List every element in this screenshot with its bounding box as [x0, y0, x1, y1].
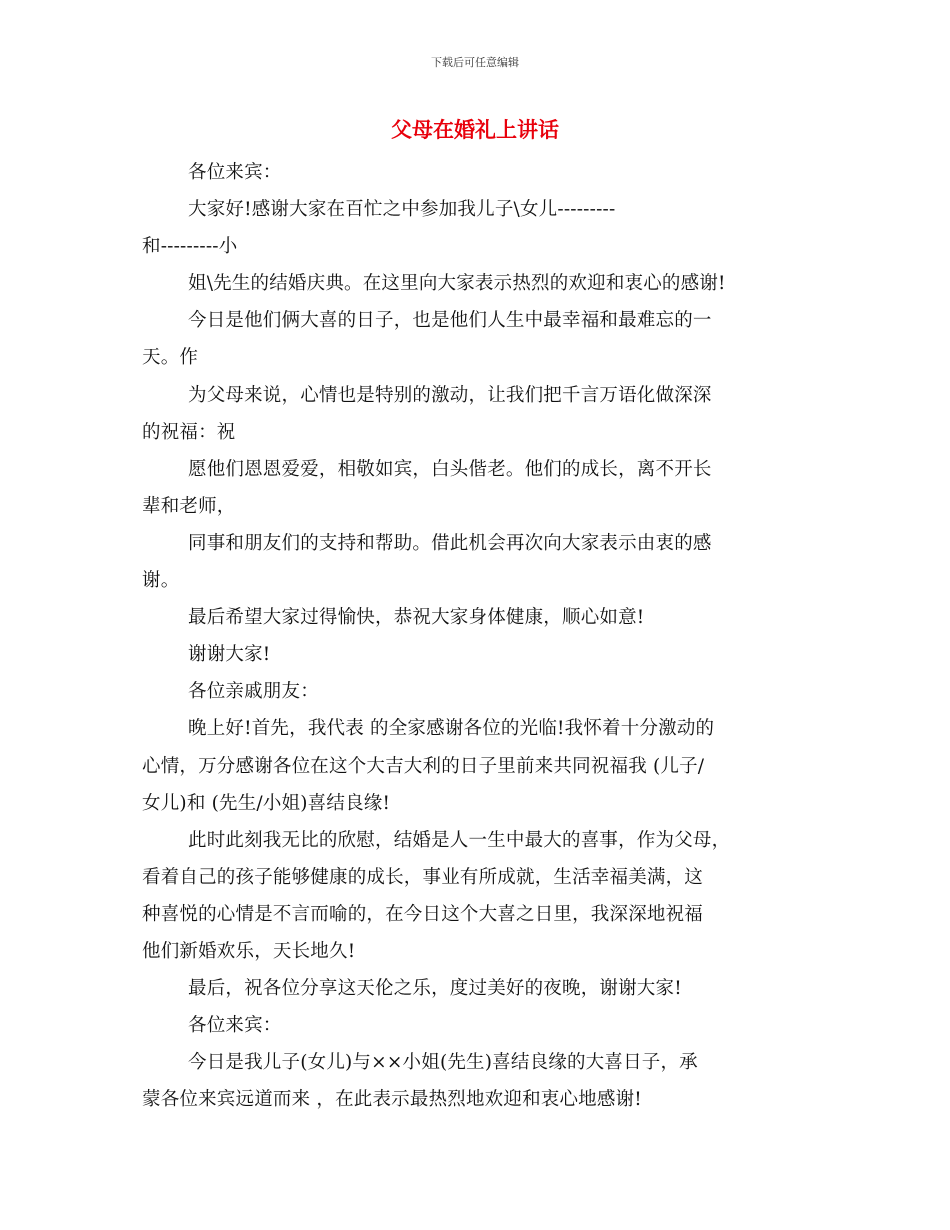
paragraph-line: 为父母来说，心情也是特别的激动，让我们把千言万语化做深深	[188, 384, 712, 406]
document-title: 父母在婚礼上讲话	[391, 118, 559, 142]
paragraph-line: 各位来宾：	[188, 1015, 282, 1037]
paragraph-line: 今日是我儿子(女儿)与××小姐(先生)喜结良缘的大喜日子，承	[188, 1052, 698, 1074]
paragraph-line: 和---------小	[142, 236, 238, 258]
paragraph-line: 今日是他们俩大喜的日子，也是他们人生中最幸福和最难忘的一	[188, 310, 712, 332]
paragraph-line: 姐\先生的结婚庆典。在这里向大家表示热烈的欢迎和衷心的感谢!	[188, 273, 726, 295]
paragraph-line: 各位来宾：	[188, 162, 282, 183]
document-body	[142, 154, 822, 1118]
paragraph-line: 天。作	[142, 347, 199, 369]
page-header: 下载后可任意编辑	[431, 56, 519, 69]
paragraph-line: 谢。	[142, 570, 180, 592]
paragraph-line: 心情，万分感谢各位在这个大吉大利的日子里前来共同祝福我 (儿子/	[142, 755, 705, 777]
paragraph-line: 的祝福：祝	[142, 421, 236, 443]
paragraph-line: 最后希望大家过得愉快，恭祝大家身体健康，顺心如意!	[188, 607, 645, 629]
paragraph-line: 最后，祝各位分享这天伦之乐，度过美好的夜晚，谢谢大家!	[188, 978, 682, 1000]
paragraph-line: 同事和朋友们的支持和帮助。借此机会再次向大家表示由衷的感	[188, 532, 712, 554]
paragraph-line: 辈和老师，	[142, 495, 236, 517]
paragraph-line: 种喜悦的心情是不言而喻的，在今日这个大喜之日里，我深深地祝福	[142, 903, 704, 925]
paragraph-line: 蒙各位来宾远道而来 ，在此表示最热烈地欢迎和衷心地感谢!	[142, 1089, 642, 1111]
paragraph-line: 愿他们恩恩爱爱，相敬如宾，白头偕老。他们的成长，离不开长	[188, 458, 712, 480]
paragraph-line: 晚上好!首先，我代表 的全家感谢各位的光临!我怀着十分激动的	[188, 718, 715, 740]
paragraph-line: 此时此刻我无比的欣慰，结婚是人一生中最大的喜事，作为父母，	[188, 829, 731, 851]
paragraph-line: 各位亲戚朋友：	[188, 681, 319, 703]
paragraph-line: 女儿)和 (先生/小姐)喜结良缘!	[142, 792, 391, 814]
paragraph-line: 大家好!感谢大家在百忙之中参加我儿子\女儿---------	[188, 199, 616, 221]
paragraph-line: 他们新婚欢乐，天长地久!	[142, 940, 356, 962]
paragraph-line: 谢谢大家!	[188, 644, 271, 666]
paragraph-line: 看着自己的孩子能够健康的成长，事业有所成就，生活幸福美满，这	[142, 866, 704, 888]
